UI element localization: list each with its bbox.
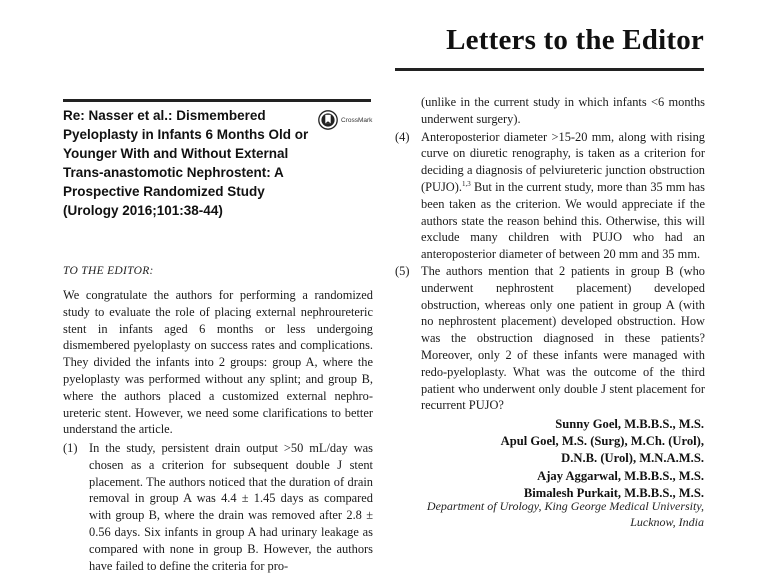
list-item-text: In the study, persistent drain output >50 mL/day was chosen as a criterion for subsequent double J stent placement. The authors noticed that the duration of drain removal in group A was 4.4 ± 1.45 days as compared with group B, where the drain was removed after 2.8 ± 0.56 days. Six infants in group A had urinary leakage as compared with none in group B. However, the authors have failed to define the criteria for pro- — [89, 441, 373, 573]
author-line: Bimalesh Purkait, M.B.B.S., M.S. — [523, 485, 704, 500]
author-line: Ajay Aggarwal, M.B.B.S., M.S. — [537, 468, 704, 483]
header-rule — [395, 68, 704, 71]
list-item — [63, 440, 373, 574]
salutation: TO THE EDITOR: — [63, 265, 154, 277]
author-line: Apul Goel, M.S. (Surg), M.Ch. (Urol), — [500, 434, 704, 449]
right-column — [395, 94, 705, 414]
author-affiliation: Department of Urology, King George Medical University, Lucknow, India — [426, 499, 704, 529]
reference-superscript[interactable]: 1,3 — [461, 179, 471, 188]
list-item — [395, 263, 705, 414]
list-item-text: The authors mention that 2 patients in group B (who underwent nephrostent placement) developed obstruction, whereas only one patient in group A (with no nephrostent placement) developed obstruction. How was the obstruction diagnosed in these patients? Moreover, only 2 of these infants were managed with redo-pyeloplasty. What was the outcome of the third patient who underwent only double J stent placement for recurrent PUJO? — [421, 263, 705, 413]
list-item-text-part: But in the current study, more than 35 mm has been taken as the criterion. We would appreciate if the authors state the reason behind this. Otherwise, this will exclude many children with PUJO who had an anteroposterior diameter of between 20 mm and 35 mm. — [421, 179, 705, 262]
list-item — [395, 129, 705, 263]
intro-paragraph: We congratulate the authors for performing a randomized study to evaluate the role of placing external nephroureteric stent in infants aged 6 months or less undergoing dismembered pyeloplasty on success rates and complications. They divided the infants into 2 groups: group A, where the pyeloplasty was performed without any splint; and group B, where the authors placed a customized external nephro-ureteric stent. However, we need some clarifications to better understand the article. — [63, 288, 373, 437]
list-item-number: (4) — [395, 129, 410, 144]
crossmark-label: CrossMark — [341, 116, 373, 124]
crossmark-badge[interactable] — [318, 110, 372, 130]
list-item-number: (5) — [395, 263, 410, 278]
crossmark-icon — [318, 110, 338, 130]
list-item-text-part: Anteroposterior diameter >15-20 mm, along with rising curve on diuretic renography, is taken as a criterion for deciding a diagnosis of pelviureteric junction obstruction (PUJO). — [421, 129, 705, 194]
section-header: Letters to the Editor — [446, 24, 704, 56]
title-rule — [63, 99, 371, 102]
list-item-text — [421, 129, 705, 263]
author-list — [501, 416, 704, 502]
article-title: Re: Nasser et al.: Dismembered Pyeloplasty in Infants 6 Months Old or Younger With and Without External Trans-anastomotic Nephrostent: A Prospective Randomized Study (Urology 2016;101:38-44) — [63, 108, 309, 218]
author-line: D.N.B. (Urol), M.N.A.M.S. — [561, 451, 704, 466]
list-item-number: (1) — [63, 441, 78, 455]
author-line: Sunny Goel, M.B.B.S., M.S. — [555, 417, 704, 431]
numbered-list-left — [63, 440, 373, 574]
list-item-continuation: (unlike in the current study in which infants <6 months underwent surgery). — [421, 95, 705, 126]
